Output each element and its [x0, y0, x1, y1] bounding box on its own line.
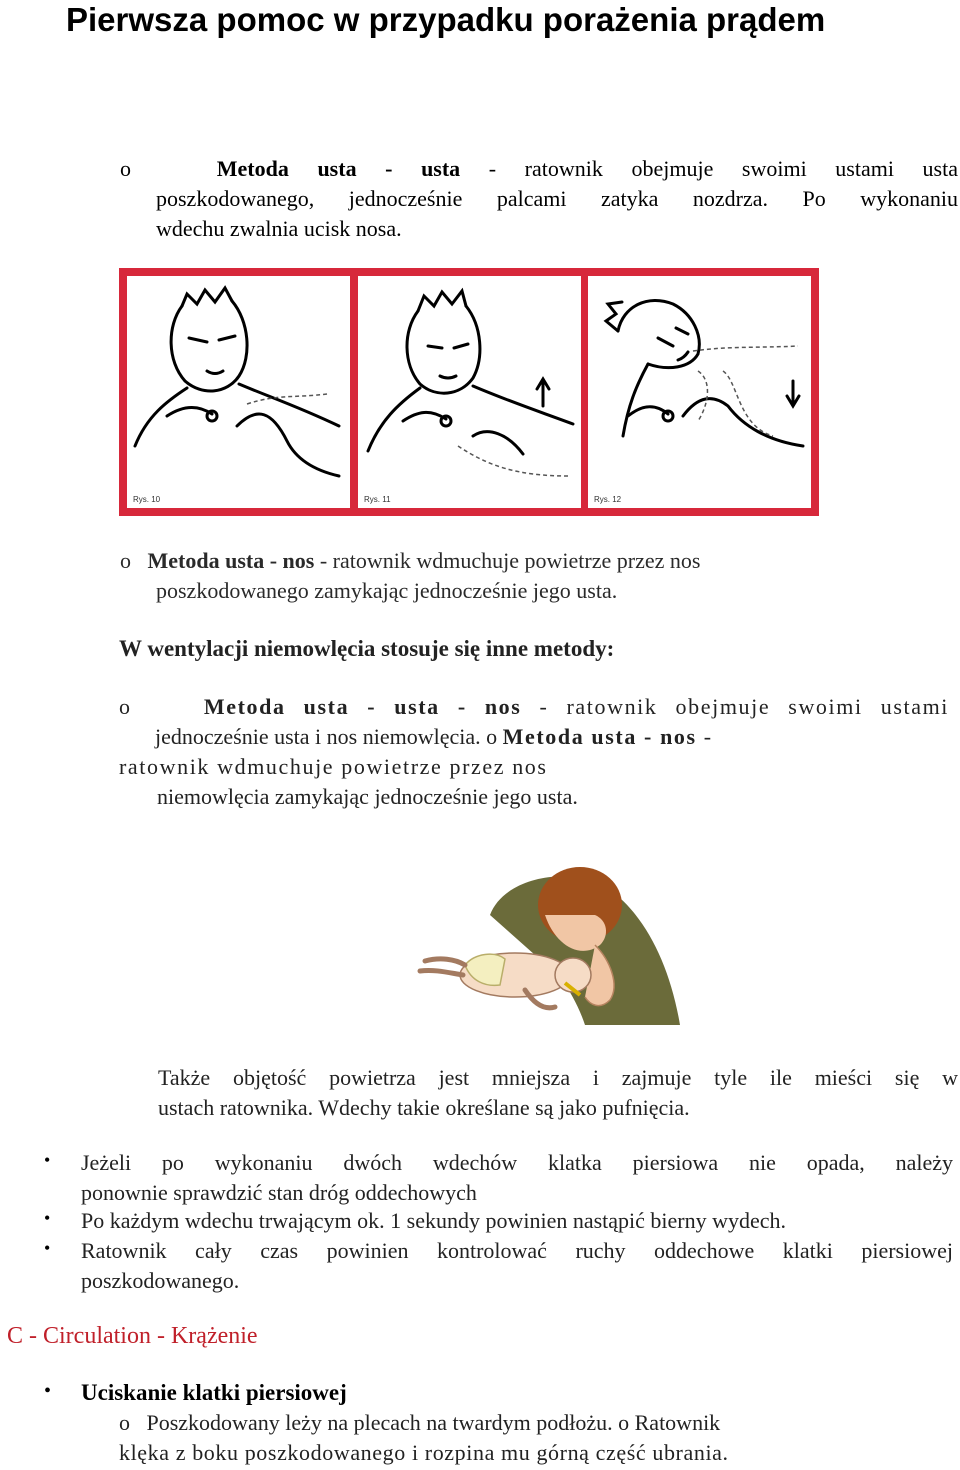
rescuer-illustration-1	[127, 276, 350, 508]
method-desc-line3: wdechu zwalnia ucisk nosa.	[156, 216, 402, 241]
figure-panel-2	[358, 276, 581, 508]
method-name: Metoda usta - usta	[216, 156, 461, 181]
rescue-breathing-figure	[119, 268, 819, 516]
method-desc-line3: ratownik wdmuchuje powietrze przez nos	[119, 754, 548, 779]
method-name: Metoda usta - usta - nos	[203, 694, 522, 719]
figure-caption-3: Rys. 12	[594, 495, 622, 504]
infant-rescue-illustration	[395, 835, 687, 1030]
method-desc-line2: jednocześnie usta i nos niemowlęcia. o	[155, 724, 503, 749]
figure-panel-3	[588, 276, 811, 508]
method-desc-line2: poszkodowanego, jednocześnie palcami zatyka nozdrza. Po wykonaniu	[156, 186, 958, 211]
method-name-2: Metoda usta - nos	[502, 724, 697, 749]
list-item-line1: Po każdym wdechu trwającym ok. 1 sekundy powinien nastąpić bierny wydech.	[81, 1208, 787, 1233]
infant-volume-note	[158, 1063, 958, 1123]
figure-caption-1: Rys. 10	[133, 495, 161, 504]
compression-line1: Poszkodowany leży na plecach na twardym podłożu. o Ratownik	[146, 1410, 721, 1435]
list-item-line2: poszkodowanego.	[81, 1268, 240, 1293]
note-line1: Także objętość powietrza jest mniejsza i zajmuje tyle ile mieści się w	[158, 1065, 958, 1090]
method-desc-line2: poszkodowanego zamykając jednocześnie jego usta.	[156, 578, 618, 603]
list-marker: o	[120, 548, 131, 573]
list-item-line2: ponownie sprawdzić stan dróg oddechowych	[81, 1180, 477, 1205]
method-desc: - ratownik wdmuchuje powietrze przez nos	[314, 548, 701, 573]
note-line2: ustach ratownika. Wdechy takie określane są jako pufnięcia.	[158, 1095, 690, 1120]
rescuer-illustration-3	[588, 276, 811, 508]
list-marker: o	[120, 156, 131, 181]
bullet-dot: •	[44, 1238, 51, 1258]
figure-panel-1	[127, 276, 350, 508]
bullet-dot: •	[44, 1208, 51, 1228]
list-marker: o	[119, 694, 132, 719]
method-desc-line4: niemowlęcia zamykając jednocześnie jego usta.	[157, 784, 578, 809]
figure-caption-2: Rys. 11	[364, 495, 391, 504]
section-c-heading: C - Circulation - Krążenie	[7, 1323, 258, 1349]
page-title: Pierwsza pomoc w przypadku porażenia prądem	[66, 1, 826, 38]
method-name: Metoda usta - nos	[147, 548, 315, 573]
list-item-line1: Ratownik cały czas powinien kontrolować ruchy oddechowe klatki piersiowej	[81, 1238, 953, 1263]
bullet-dot: •	[44, 1380, 52, 1402]
method-desc: - ratownik obejmuje swoimi ustami	[521, 694, 950, 719]
compression-line2: klęka z boku poszkodowanego i rozpina mu górną część ubrania.	[119, 1440, 729, 1465]
compression-steps	[119, 1408, 899, 1468]
bullet-dot: •	[44, 1150, 51, 1170]
infant-rescue-figure	[395, 835, 687, 1030]
rescuer-illustration-2	[358, 276, 581, 508]
method-mouth-to-mouth	[120, 154, 958, 244]
method-dash: -	[696, 724, 713, 749]
compression-title: Uciskanie klatki piersiowej	[81, 1380, 347, 1405]
list-item-line1: Jeżeli po wykonaniu dwóch wdechów klatka piersiowa nie opada, należy	[81, 1150, 953, 1175]
method-mouth-to-nose	[120, 546, 958, 606]
infant-methods	[119, 692, 949, 812]
method-desc: - ratownik obejmuje swoimi ustami usta	[460, 156, 958, 181]
infant-ventilation-heading: W wentylacji niemowlęcia stosuje się inne metody:	[119, 636, 615, 661]
list-marker: o	[119, 1410, 130, 1435]
